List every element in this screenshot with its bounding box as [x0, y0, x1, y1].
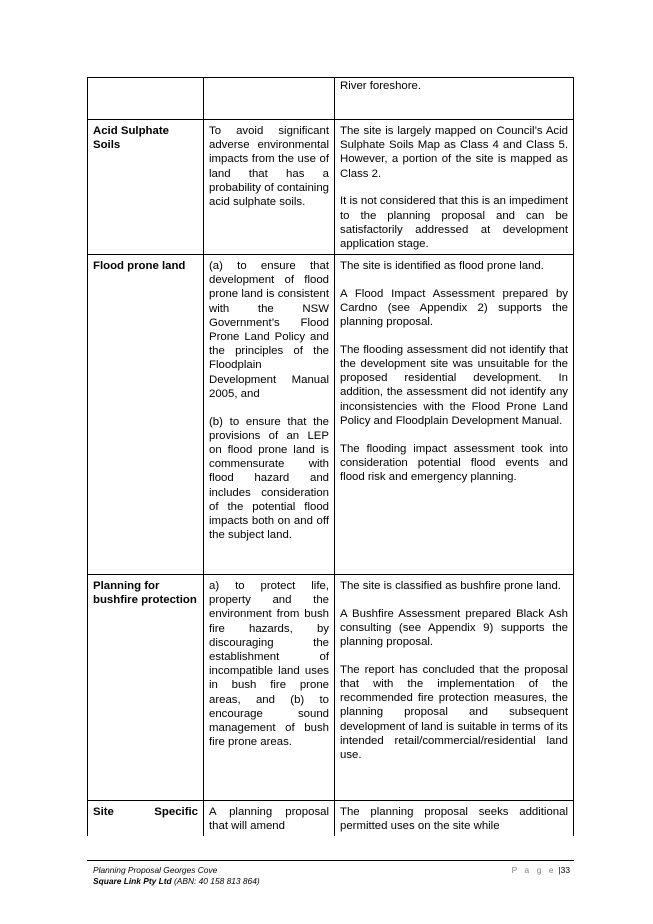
row-1-label-cell [88, 120, 204, 255]
row-1-comment-cell [335, 120, 574, 255]
planning-table [87, 77, 574, 836]
row-4-comment-cell [335, 801, 574, 837]
row-label: Planning for bushfire protection [93, 580, 197, 607]
row-label: Acid Sulphate Soils [93, 125, 169, 152]
row-2-label-cell [88, 255, 204, 575]
page-label: P a g e [511, 865, 557, 875]
row-label: Flood prone land [93, 260, 186, 272]
comment-paragraph: A Bushfire Assessment prepared Black Ash consulting (see Appendix 9) supports the planning proposal. [340, 607, 568, 649]
row-label: Site Specific [93, 806, 198, 818]
row-0-objective-cell [204, 78, 335, 120]
page-number: 33 [560, 865, 570, 875]
table-row [88, 255, 574, 575]
comment-paragraph: The site is classified as bushfire prone land. [340, 580, 561, 592]
row-3-label-cell [88, 575, 204, 801]
row-1-objective-cell [204, 120, 335, 255]
row-2-objective-cell [204, 255, 335, 575]
objective-paragraph: To avoid significant adverse environmental impacts from the use of land that has a probability of containing acid sulphate soils. [209, 125, 329, 209]
comment-paragraph: The site is largely mapped on Council’s Acid Sulphate Soils Map as Class 4 and Class 5. However, a portion of the site is mapped as Class 2. [340, 125, 568, 180]
footer-doc-title: Planning Proposal Georges Cove [93, 865, 218, 875]
comment-paragraph: It is not considered that this is an impediment to the planning proposal and can be satisfactorily addressed at development application stage. [340, 195, 568, 250]
comment-paragraph: The report has concluded that the proposal that with the implementation of the recommended fire protection measures, the planning proposal and subsequent development of land is suitable in terms of its intended retail/commercial/residential land use. [340, 663, 568, 762]
row-0-label-cell [88, 78, 204, 120]
table-row [88, 120, 574, 255]
footer-document-info [93, 865, 260, 887]
row-4-label-cell [88, 801, 204, 837]
row-2-comment-cell [335, 255, 574, 575]
comment-paragraph: The flooding assessment did not identify that the development site was unsuitable for the proposed residential development. In addition, the assessment did not identify any inconsistencies with the Flood Prone Land Policy and Floodplain Development Manual. [340, 343, 568, 427]
row-0-comment-cell [335, 78, 574, 120]
footer-company: Square Link Pty Ltd [93, 876, 172, 886]
comment-paragraph: River foreshore. [340, 80, 422, 92]
footer-abn: (ABN: 40 158 813 864) [173, 876, 260, 886]
page-separator: | [558, 865, 561, 875]
comment-paragraph: The site is identified as flood prone land. [340, 260, 544, 272]
table-row [88, 575, 574, 801]
footer-divider [87, 860, 574, 861]
row-4-objective-cell [204, 801, 335, 837]
row-3-comment-cell [335, 575, 574, 801]
objective-paragraph: A planning proposal that will amend [209, 806, 329, 833]
table-row [88, 801, 574, 837]
comment-paragraph: The planning proposal seeks additional permitted uses on the site while [340, 806, 568, 833]
objective-paragraph: a) to protect life, property and the environment from bush fire hazards, by discouraging the establishment of incompatible land uses in bush fire prone areas, and (b) to encourage sound management of bush fire prone areas. [209, 580, 329, 749]
objective-paragraph: (b) to ensure that the provisions of an LEP on flood prone land is commensurate with flood hazard and includes consideration of the potential flood impacts both on and off the subject land. [209, 415, 329, 542]
table-row [88, 78, 574, 120]
row-3-objective-cell [204, 575, 335, 801]
objective-paragraph: (a) to ensure that development of flood prone land is consistent with the NSW Government’s Flood Prone Land Policy and the principles of the Floodplain Development Manual 2005, and [209, 260, 329, 400]
footer-company-line [93, 876, 260, 887]
footer-page-info [510, 865, 570, 876]
comment-paragraph: The flooding impact assessment took into consideration potential flood events and flood risk and emergency planning. [340, 442, 568, 483]
comment-paragraph: A Flood Impact Assessment prepared by Cardno (see Appendix 2) supports the planning proposal. [340, 287, 568, 329]
